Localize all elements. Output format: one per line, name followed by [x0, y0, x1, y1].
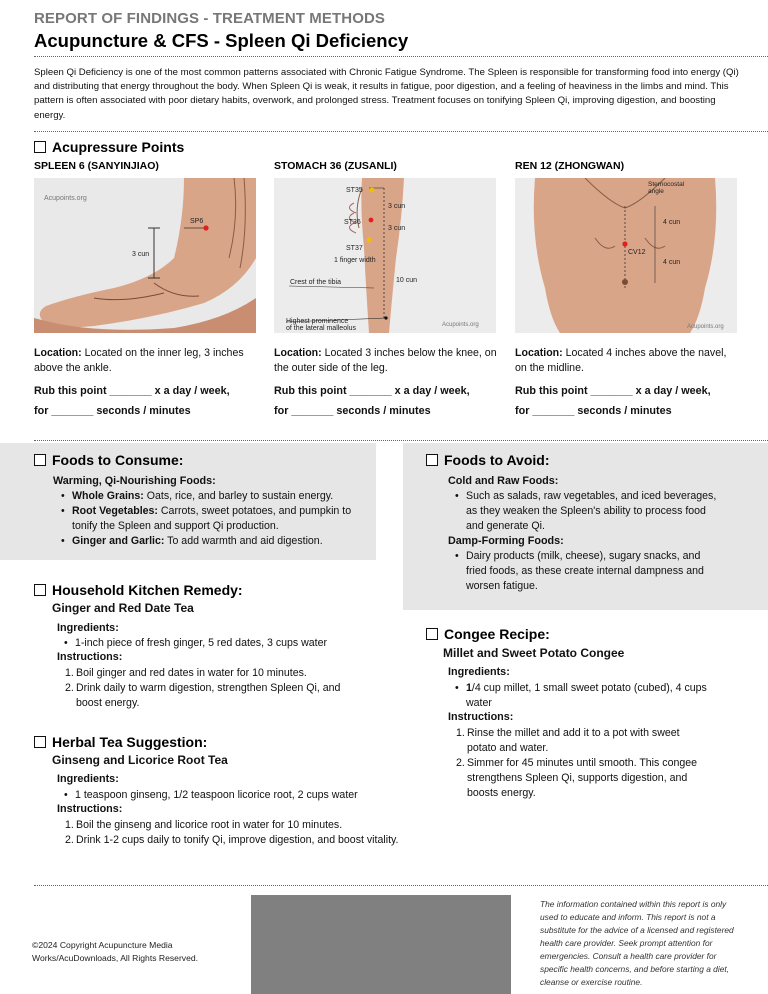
cold-raw-heading: Cold and Raw Foods: — [448, 475, 559, 487]
st36-label: ST36 — [344, 219, 361, 226]
list-item: 2. Simmer for 45 minutes until smooth. This congee strengthens Spleen Qi, supports digestion, and boosts energy. — [456, 757, 698, 799]
congee-steps — [456, 726, 706, 801]
list-item: • 1 teaspoon ginseng, 1/2 teaspoon licorice root, 2 cups water — [61, 788, 391, 803]
list-item: 2. Drink daily to warm digestion, strengthen Spleen Qi, and boost energy. — [65, 682, 341, 709]
checkbox[interactable] — [34, 584, 46, 596]
instructions-label: Instructions: — [448, 711, 514, 723]
checkbox[interactable] — [426, 628, 438, 640]
sp6-frequency: Rub this point _______ x a day / week, — [34, 385, 230, 397]
st36-duration: for _______ seconds / minutes — [274, 405, 431, 417]
point-name-ren12: REN 12 (ZHONGWAN) — [515, 160, 625, 172]
sp6-diagram — [34, 178, 256, 333]
list-item: • Such as salads, raw vegetables, and iced beverages, as they weaken the Spleen's ability to process food and generate Qi. — [452, 489, 722, 534]
cun-label: 4 cun — [663, 259, 681, 266]
divider — [34, 440, 768, 441]
footer-logo-placeholder — [251, 895, 511, 994]
foods-consume-heading: Foods to Consume: — [34, 452, 183, 468]
st37-label: ST37 — [346, 245, 363, 252]
instructions-label: Instructions: — [57, 651, 123, 663]
acupressure-heading: Acupressure Points — [34, 139, 184, 155]
divider — [34, 131, 768, 132]
ingredients-label: Ingredients: — [448, 666, 510, 678]
divider — [34, 885, 768, 886]
herbal-steps — [65, 818, 425, 848]
checkbox[interactable] — [34, 141, 46, 153]
instructions-label: Instructions: — [57, 803, 123, 815]
kitchen-remedy-title: Ginger and Red Date Tea — [52, 601, 194, 615]
damp-forming-heading: Damp-Forming Foods: — [448, 535, 564, 547]
cold-raw-list — [452, 489, 722, 534]
ren12-location: Location: Located 4 inches above the navel, on the midline. — [515, 347, 727, 374]
list-item: • 1/4 cup millet, 1 small sweet potato (cubed), 4 cups water — [452, 681, 712, 711]
list-item: • Whole Grains: Oats, rice, and barley to sustain energy. — [58, 489, 358, 504]
watermark: Acupoints.org — [44, 195, 87, 202]
sp6-duration: for _______ seconds / minutes — [34, 405, 191, 417]
ingredients-label: Ingredients: — [57, 622, 119, 634]
list-item: 2. Drink 1-2 cups daily to tonify Qi, improve digestion, and boost vitality. — [65, 834, 399, 846]
ren12-duration: for _______ seconds / minutes — [515, 405, 672, 417]
herbal-tea-title: Ginseng and Licorice Root Tea — [52, 753, 228, 767]
foods-consume-subheading: Warming, Qi-Nourishing Foods: — [53, 475, 216, 487]
ren12-frequency: Rub this point _______ x a day / week, — [515, 385, 711, 397]
list-item: 1. Boil ginger and red dates in water for 10 minutes. — [65, 667, 307, 679]
watermark: Acupoints.org — [687, 324, 724, 330]
report-subtitle: REPORT OF FINDINGS - TREATMENT METHODS — [34, 10, 386, 27]
list-item: • 1-inch piece of fresh ginger, 5 red dates, 3 cups water — [61, 636, 381, 651]
kitchen-steps — [65, 666, 365, 711]
cun-label: 10 cun — [396, 277, 418, 284]
angle-label: angle — [648, 188, 664, 195]
cun-label: 4 cun — [663, 219, 681, 226]
disclaimer: The information contained within this report is only used to educate and inform. This report is not a substitute for the advice of a licensed and registered health care provider. Seek prompt attention for emergencies. Consult a health care provider for specific health concerns, and before starting a diet, cleanse or exercise routine. — [540, 899, 734, 987]
damp-forming-list — [452, 549, 722, 594]
sp6-label: SP6 — [190, 218, 204, 225]
st36-frequency: Rub this point _______ x a day / week, — [274, 385, 470, 397]
point-name-st36: STOMACH 36 (ZUSANLI) — [274, 160, 397, 172]
cun-label: 3 cun — [388, 203, 406, 210]
congee-ingredients — [452, 681, 712, 711]
list-item: • Root Vegetables: Carrots, sweet potatoes, and pumpkin to tonify the Spleen and support Qi production. — [58, 504, 358, 534]
foods-consume-list — [58, 489, 358, 549]
list-item: 1. Rinse the millet and add it to a pot with sweet potato and water. — [456, 727, 680, 754]
herbal-ingredients — [61, 788, 391, 803]
checkbox[interactable] — [34, 736, 46, 748]
point-name-sp6: SPLEEN 6 (SANYINJIAO) — [34, 160, 159, 172]
list-item: • Dairy products (milk, cheese), sugary snacks, and fried foods, as these create internal dampness and worsen fatigue. — [452, 549, 722, 594]
sp6-location: Location: Located on the inner leg, 3 inches above the ankle. — [34, 347, 244, 374]
prominence-label: of the lateral malleolus — [286, 325, 357, 332]
ingredients-label: Ingredients: — [57, 773, 119, 785]
foods-avoid-heading: Foods to Avoid: — [426, 452, 550, 468]
angle-label: Sternocostal — [648, 181, 685, 188]
congee-heading: Congee Recipe: — [426, 626, 550, 642]
kitchen-remedy-heading: Household Kitchen Remedy: — [34, 582, 243, 598]
divider — [34, 56, 768, 57]
prominence-label: Highest prominence — [286, 318, 349, 325]
copyright: ©2024 Copyright Acupuncture Media Works/AcuDownloads, All Rights Reserved. — [32, 940, 199, 963]
st36-location: Location: Located 3 inches below the knee, on the outer side of the leg. — [274, 347, 497, 374]
list-item: 1. Boil the ginseng and licorice root in water for 10 minutes. — [65, 819, 343, 831]
finger-width-label: 1 finger width — [334, 257, 376, 264]
intro-paragraph: Spleen Qi Deficiency is one of the most common patterns associated with Chronic Fatigue Syndrome. The Spleen is responsible for transforming food into energy (Qi) and distributing that energy throughout the body. When Spleen Qi is weak, it results in fatigue, poor digestion, and a feeling of heaviness in the limbs and mind. This pattern is often associated with poor dietary habits, overwork, and prolonged stress. Treatment focuses on tonifying Spleen Qi, improving digestion, and boosting energy. — [34, 67, 739, 121]
congee-title: Millet and Sweet Potato Congee — [443, 646, 625, 660]
st35-label: ST35 — [346, 187, 363, 194]
ren12-diagram — [515, 178, 737, 333]
crest-label: Crest of the tibia — [290, 279, 341, 286]
herbal-tea-heading: Herbal Tea Suggestion: — [34, 734, 207, 750]
cun-label: 3 cun — [388, 225, 406, 232]
kitchen-ingredients — [61, 636, 381, 651]
measure-label: 3 cun — [132, 251, 150, 258]
checkbox[interactable] — [426, 454, 438, 466]
st36-diagram — [274, 178, 496, 333]
cv12-label: CV12 — [628, 249, 646, 256]
checkbox[interactable] — [34, 454, 46, 466]
watermark: Acupoints.org — [442, 322, 479, 328]
list-item: • Ginger and Garlic: To add warmth and aid digestion. — [58, 534, 358, 549]
page-title: Acupuncture & CFS - Spleen Qi Deficiency — [34, 30, 409, 51]
